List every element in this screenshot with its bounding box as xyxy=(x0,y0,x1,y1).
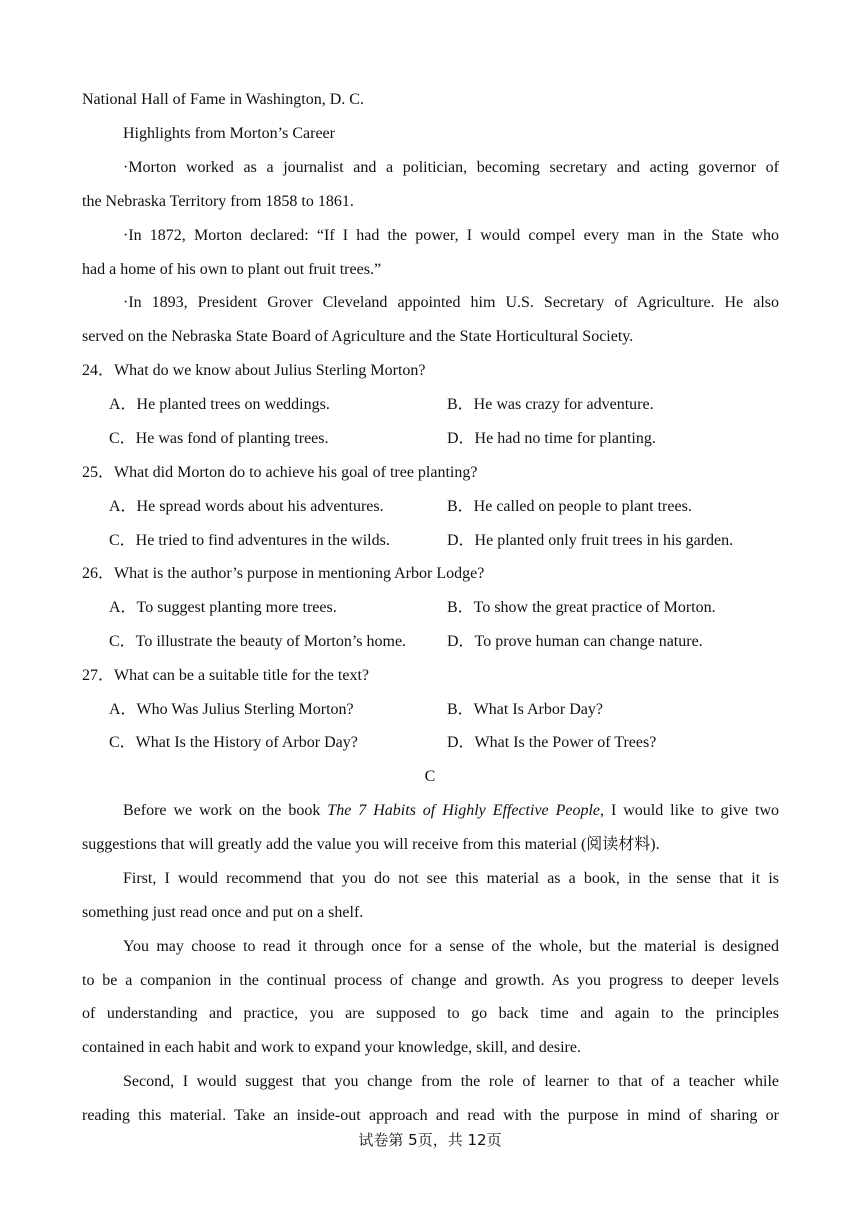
section-c-paragraph-3-line-3: of understanding and practice, you are supposed to go back time and again to the principles xyxy=(82,1005,779,1022)
section-c-paragraph-2-line-1: First, I would recommend that you do not see this material as a book, in the sense that it is xyxy=(123,870,779,887)
question-24-option-d: D．He had no time for planting. xyxy=(447,430,656,447)
question-24-option-a: A．He planted trees on weddings. xyxy=(109,396,330,413)
question-24-stem: 24．What do we know about Julius Sterling Morton? xyxy=(82,362,426,379)
section-c-paragraph-3-line-2: to be a companion in the continual process of change and growth. As you progress to deeper levels xyxy=(82,972,779,989)
question-27-option-c: C．What Is the History of Arbor Day? xyxy=(109,734,358,751)
question-26-option-b: B．To show the great practice of Morton. xyxy=(447,599,716,616)
highlights-title: Highlights from Morton’s Career xyxy=(123,125,335,142)
book-title: The 7 Habits of Highly Effective People xyxy=(327,802,601,819)
question-25-option-a: A．He spread words about his adventures. xyxy=(109,498,384,515)
section-c-paragraph-4-line-2: reading this material. Take an inside-out approach and read with the purpose in mind of sharing or xyxy=(82,1107,779,1124)
section-c-paragraph-1-line-1 xyxy=(123,801,779,821)
question-25-option-d: D．He planted only fruit trees in his garden. xyxy=(447,532,734,549)
section-c-paragraph-1-line-2: suggestions that will greatly add the value you will receive from this material (阅读材料). xyxy=(82,836,660,853)
question-26-stem: 26．What is the author’s purpose in mentioning Arbor Lodge? xyxy=(82,565,485,582)
question-27-option-b: B．What Is Arbor Day? xyxy=(447,701,603,718)
section-c-paragraph-4-line-1: Second, I would suggest that you change from the role of learner to that of a teacher while xyxy=(123,1073,779,1090)
hall-of-fame-line: National Hall of Fame in Washington, D. C. xyxy=(82,91,364,108)
bullet-2-line-1: ·In 1872, Morton declared: “If I had the power, I would compel every man in the State who xyxy=(123,227,779,244)
question-27-option-a: A．Who Was Julius Sterling Morton? xyxy=(109,701,354,718)
section-c-paragraph-3-line-1: You may choose to read it through once for a sense of the whole, but the material is designed xyxy=(123,938,779,955)
question-24-option-c: C．He was fond of planting trees. xyxy=(109,430,329,447)
question-25-stem: 25．What did Morton do to achieve his goal of tree planting? xyxy=(82,464,478,481)
bullet-1-line-2: the Nebraska Territory from 1858 to 1861. xyxy=(82,193,354,210)
bullet-2-line-2: had a home of his own to plant out fruit trees.” xyxy=(82,261,382,278)
bullet-3-line-1: ·In 1893, President Grover Cleveland appointed him U.S. Secretary of Agriculture. He also xyxy=(123,294,779,311)
question-26-option-c: C．To illustrate the beauty of Morton’s home. xyxy=(109,633,407,650)
bullet-1-line-1: ·Morton worked as a journalist and a politician, becoming secretary and acting governor of xyxy=(123,159,779,176)
bullet-3-line-2: served on the Nebraska State Board of Agriculture and the State Horticultural Society. xyxy=(82,328,634,345)
section-c-paragraph-2-line-2: something just read once and put on a shelf. xyxy=(82,904,364,921)
question-26-option-d: D．To prove human can change nature. xyxy=(447,633,703,650)
question-27-stem: 27．What can be a suitable title for the text? xyxy=(82,667,370,684)
question-25-option-b: B．He called on people to plant trees. xyxy=(447,498,692,515)
p1-post-text: , I would like to give two xyxy=(600,802,779,819)
p1-pre-text: Before we work on the book xyxy=(123,802,328,819)
page-footer: 试卷第 5页，共 12页 xyxy=(358,1131,502,1149)
question-27-option-d: D．What Is the Power of Trees? xyxy=(447,734,657,751)
question-25-option-c: C．He tried to find adventures in the wilds. xyxy=(109,532,390,549)
section-c-paragraph-3-line-4: contained in each habit and work to expand your knowledge, skill, and desire. xyxy=(82,1039,581,1056)
question-24-option-b: B．He was crazy for adventure. xyxy=(447,396,654,413)
question-26-option-a: A．To suggest planting more trees. xyxy=(109,599,337,616)
section-c-heading: C xyxy=(424,768,436,785)
